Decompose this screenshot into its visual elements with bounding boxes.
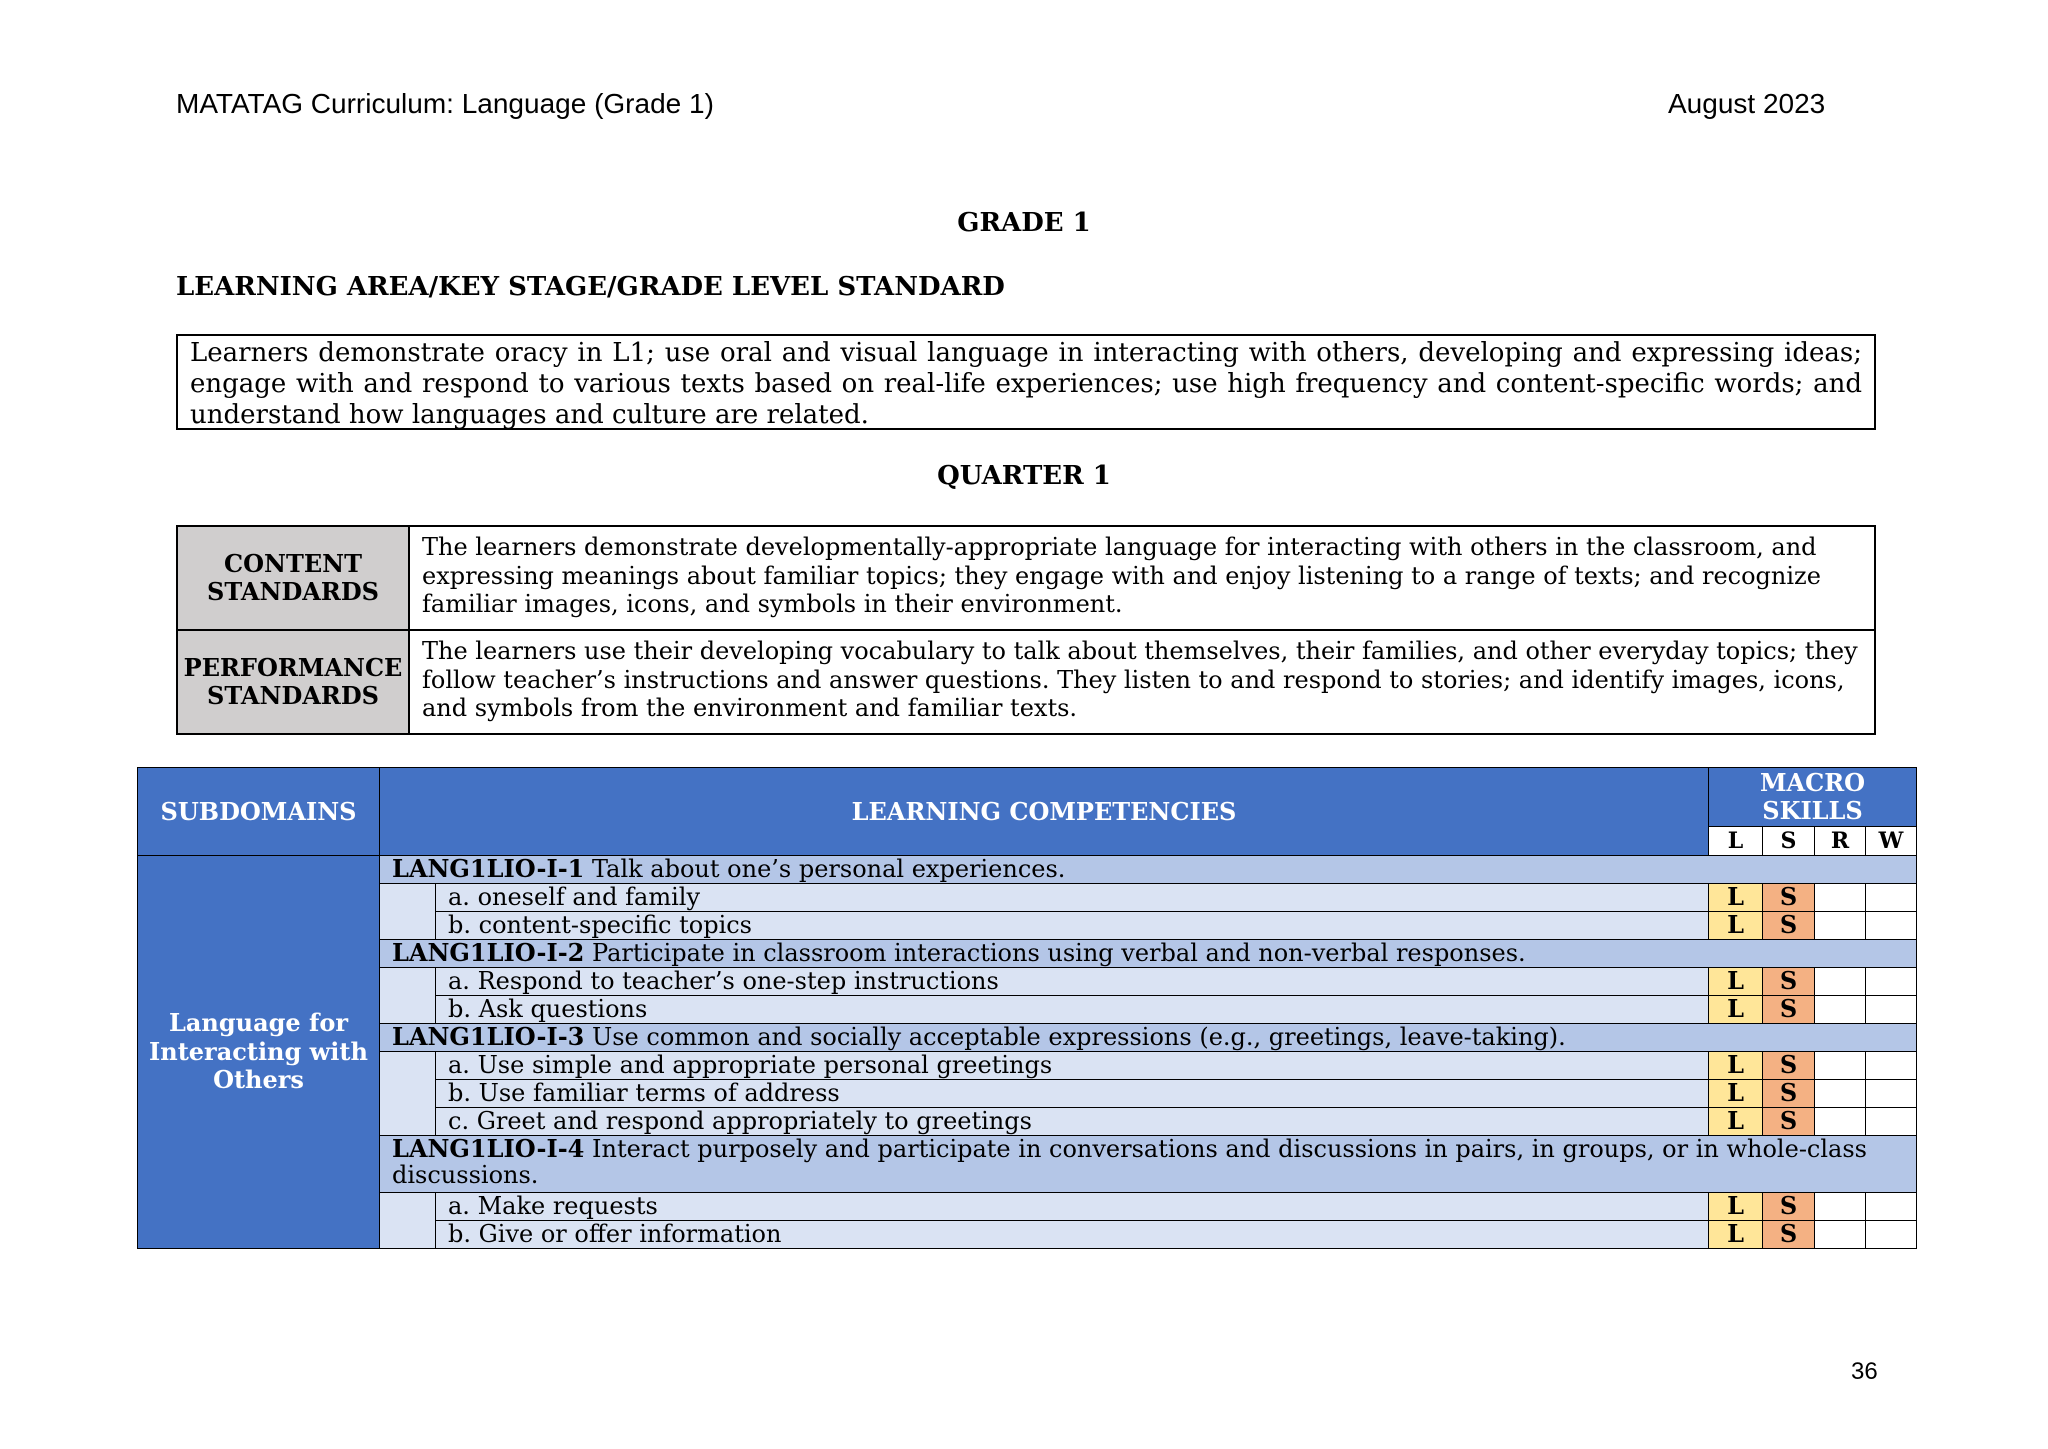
skill-r-header: R	[1815, 827, 1866, 856]
sub-competency-text: a. Respond to teacher’s one-step instructions	[436, 968, 1709, 996]
sub-competency-row	[138, 1052, 1917, 1080]
indent-cell	[380, 884, 436, 940]
subdomain-line-3: Others	[213, 1065, 304, 1095]
grade-title: GRADE 1	[957, 208, 1091, 238]
indent-cell	[380, 968, 436, 1024]
standards-table	[176, 525, 1876, 735]
skill-writing-empty	[1866, 996, 1917, 1024]
subdomain-line-2: Interacting with	[149, 1036, 368, 1066]
skill-writing-empty	[1866, 1193, 1917, 1221]
sub-competency-text: a. oneself and family	[436, 884, 1709, 912]
indent-cell	[380, 1052, 436, 1136]
competency-code: LANG1LIO-I-2	[392, 938, 585, 967]
learning-competencies-header: LEARNING COMPETENCIES	[380, 768, 1709, 856]
sub-competency-text: b. Use familiar terms of address	[436, 1080, 1709, 1108]
skill-writing-empty	[1866, 1052, 1917, 1080]
skill-listening-mark: L	[1709, 912, 1763, 940]
sub-competency-row	[138, 884, 1917, 912]
skill-l-header: L	[1709, 827, 1763, 856]
skill-speaking-mark: S	[1763, 968, 1815, 996]
competency-row	[138, 940, 1917, 968]
subdomain-cell	[138, 856, 380, 1249]
skill-reading-empty	[1815, 1052, 1866, 1080]
skill-speaking-mark: S	[1763, 1108, 1815, 1136]
performance-standards-label-line-2: STANDARDS	[207, 681, 379, 710]
header-row	[138, 768, 1917, 827]
skill-listening-mark: L	[1709, 1108, 1763, 1136]
sub-competency-text: a. Make requests	[436, 1193, 1709, 1221]
performance-standards-text: The learners use their developing vocabulary to talk about themselves, their families, and other everyday topics; they follow teacher’s instructions and answer questions. They listen to and respond to stories; and identify images, icons, and symbols from the environment and familiar texts.	[409, 630, 1875, 734]
skill-reading-empty	[1815, 1108, 1866, 1136]
skill-s-header: S	[1763, 827, 1815, 856]
skill-speaking-mark: S	[1763, 884, 1815, 912]
sub-competency-text: b. Give or offer information	[436, 1221, 1709, 1249]
skill-writing-empty	[1866, 1080, 1917, 1108]
skill-listening-mark: L	[1709, 1221, 1763, 1249]
skill-speaking-mark: S	[1763, 1221, 1815, 1249]
skill-writing-empty	[1866, 912, 1917, 940]
sub-competency-text: b. Ask questions	[436, 996, 1709, 1024]
quarter-title: QUARTER 1	[937, 461, 1111, 491]
performance-standards-label	[177, 630, 409, 734]
skill-reading-empty	[1815, 1080, 1866, 1108]
sub-competency-text: c. Greet and respond appropriately to greetings	[436, 1108, 1709, 1136]
skill-w-header: W	[1866, 827, 1917, 856]
macro-skills-header-line-1: MACRO	[1759, 768, 1866, 797]
skill-speaking-mark: S	[1763, 996, 1815, 1024]
content-standards-label-line-2: STANDARDS	[207, 577, 379, 606]
learning-competencies-table	[137, 767, 1917, 1249]
skill-listening-mark: L	[1709, 1052, 1763, 1080]
skill-writing-empty	[1866, 1108, 1917, 1136]
skill-reading-empty	[1815, 1221, 1866, 1249]
subdomains-header: SUBDOMAINS	[138, 768, 380, 856]
content-standards-row	[177, 526, 1875, 630]
competency-row	[138, 856, 1917, 884]
sub-competency-text: a. Use simple and appropriate personal greetings	[436, 1052, 1709, 1080]
skill-writing-empty	[1866, 1221, 1917, 1249]
competency-code: LANG1LIO-I-4	[392, 1134, 585, 1163]
sub-competency-row	[138, 1193, 1917, 1221]
skill-speaking-mark: S	[1763, 1080, 1815, 1108]
skill-speaking-mark: S	[1763, 1052, 1815, 1080]
skill-reading-empty	[1815, 996, 1866, 1024]
macro-skills-header	[1709, 768, 1917, 827]
sub-competency-row	[138, 968, 1917, 996]
competency-text: Participate in classroom interactions using verbal and non-verbal responses.	[584, 939, 1526, 967]
skill-listening-mark: L	[1709, 996, 1763, 1024]
skill-reading-empty	[1815, 912, 1866, 940]
competency-row	[138, 1136, 1917, 1193]
competency-cell	[380, 940, 1917, 968]
skill-speaking-mark: S	[1763, 912, 1815, 940]
competency-code: LANG1LIO-I-3	[392, 1022, 585, 1051]
document-header-date: August 2023	[1668, 88, 1826, 119]
skill-reading-empty	[1815, 968, 1866, 996]
competency-cell	[380, 1136, 1917, 1193]
skill-speaking-mark: S	[1763, 1193, 1815, 1221]
page-number: 36	[1851, 1358, 1878, 1385]
subdomain-line-1: Language for	[168, 1008, 349, 1038]
content-standards-label	[177, 526, 409, 630]
competency-cell	[380, 856, 1917, 884]
skill-reading-empty	[1815, 1193, 1866, 1221]
skill-listening-mark: L	[1709, 884, 1763, 912]
content-standards-text: The learners demonstrate developmentally-appropriate language for interacting with others in the classroom, and expressing meanings about familiar topics; they engage with and enjoy listening to a range of texts; and recognize familiar images, icons, and symbols in their environment.	[409, 526, 1875, 630]
document-header-title: MATATAG Curriculum: Language (Grade 1)	[176, 88, 714, 119]
skill-reading-empty	[1815, 884, 1866, 912]
competency-cell	[380, 1024, 1917, 1052]
skill-listening-mark: L	[1709, 1080, 1763, 1108]
skill-listening-mark: L	[1709, 1193, 1763, 1221]
competency-text: Talk about one’s personal experiences.	[584, 855, 1066, 883]
macro-skills-header-line-2: SKILLS	[1762, 796, 1863, 825]
competency-text: Interact purposely and participate in conversations and discussions in pairs, in groups, or in whole-class discussions.	[392, 1135, 1867, 1189]
competency-text: Use common and socially acceptable expressions (e.g., greetings, leave-taking).	[584, 1023, 1566, 1051]
section-title: LEARNING AREA/KEY STAGE/GRADE LEVEL STANDARD	[176, 272, 1005, 302]
content-standards-label-line-1: CONTENT	[224, 548, 362, 578]
skill-writing-empty	[1866, 968, 1917, 996]
skill-listening-mark: L	[1709, 968, 1763, 996]
performance-standards-label-line-1: PERFORMANCE	[183, 652, 403, 682]
sub-competency-text: b. content-specific topics	[436, 912, 1709, 940]
competency-row	[138, 1024, 1917, 1052]
indent-cell	[380, 1193, 436, 1249]
grade-level-standard-box: Learners demonstrate oracy in L1; use oral and visual language in interacting with others, developing and expressing ideas; engage with and respond to various texts based on real-life experiences; use high frequency and content-specific words; and understand how languages and culture are related.	[176, 334, 1876, 430]
skill-writing-empty	[1866, 884, 1917, 912]
competency-code: LANG1LIO-I-1	[392, 854, 585, 883]
performance-standards-row	[177, 630, 1875, 734]
